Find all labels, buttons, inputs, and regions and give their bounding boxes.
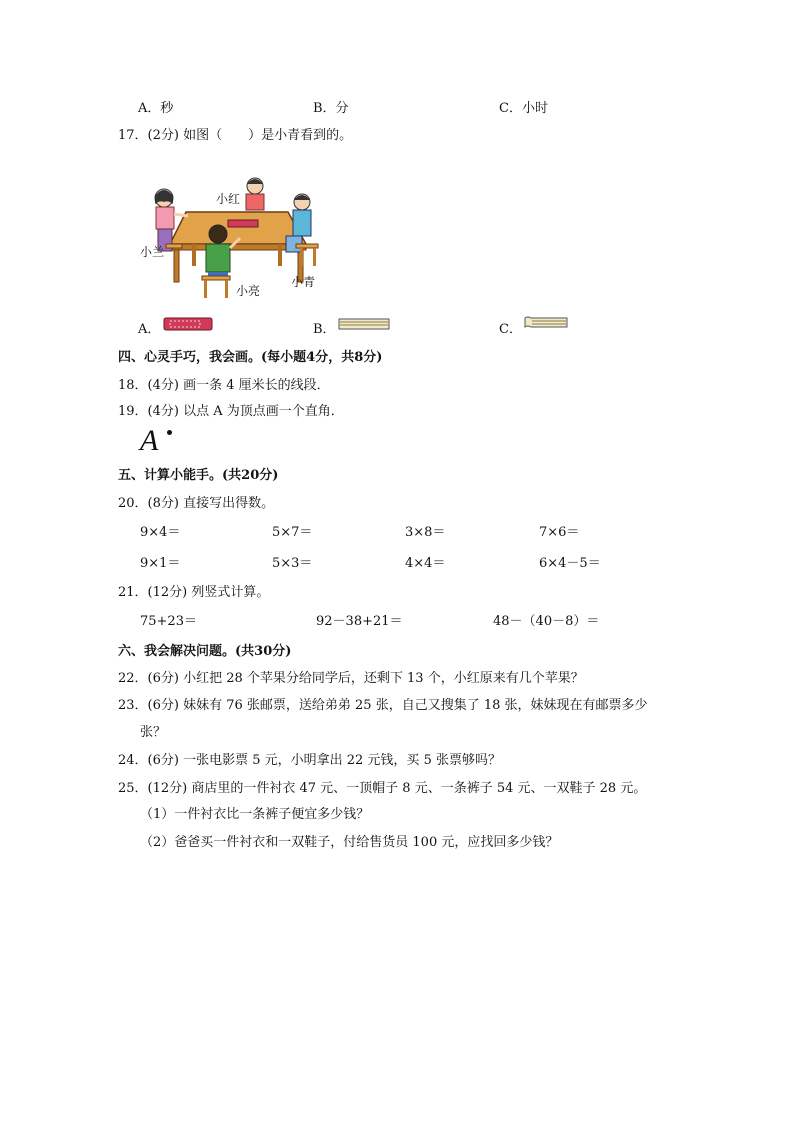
question-25-part2: （2）爸爸买一件衬衣和一双鞋子，付给售货员 100 元，应找回多少钱？	[140, 835, 559, 850]
calc-row2-1: 9×1＝	[140, 556, 181, 571]
point-a-label: A	[140, 424, 159, 457]
q16-option-b: B．分	[313, 101, 349, 116]
calc-row1-3: 3×8＝	[405, 525, 446, 540]
q17-option-b: B．	[313, 322, 336, 337]
question-25: 25．(12分) 商店里的一件衬衣 47 元、一顶帽子 8 元、一条裤子 54 元、一双鞋子 28 元。	[118, 781, 647, 796]
question-18: 18．(4分) 画一条 4 厘米长的线段．	[118, 378, 330, 393]
question-22: 22．(6分) 小红把 28 个苹果分给同学后，还剩下 13 个，小红原来有几个苹果？	[118, 671, 584, 686]
section-4-title: 四、心灵手巧，我会画。(每小题4分，共8分)	[118, 350, 383, 365]
label-xiaoqing: 小青	[291, 275, 316, 289]
question-19: 19．(4分) 以点 A 为顶点画一个直角．	[118, 404, 344, 419]
point-a-dot	[167, 430, 172, 435]
book-spine-pages-icon	[163, 317, 213, 331]
question-24: 24．(6分) 一张电影票 5 元，小明拿出 22 元钱，买 5 张票够吗？	[118, 753, 501, 768]
calc-row1-2: 5×7＝	[272, 525, 313, 540]
q17-option-c: C．	[499, 322, 522, 337]
q16-option-a: A．秒	[138, 101, 174, 116]
calc-row3-3: 48－（40－8）＝	[493, 614, 600, 629]
calc-row1-4: 7×6＝	[539, 525, 580, 540]
section-6-title: 六、我会解决问题。(共30分)	[118, 644, 292, 659]
calc-row2-4: 6×4－5＝	[539, 556, 601, 571]
label-xiaoliang: 小亮	[236, 284, 261, 298]
label-xiaolan: 小兰	[140, 245, 165, 259]
q17-option-a: A．	[138, 322, 161, 337]
question-23: 23．(6分) 妹妹有 76 张邮票，送给弟弟 25 张，自己又搜集了 18 张，妹妹现在有邮票多少	[118, 698, 648, 713]
calc-row3-1: 75+23＝	[140, 614, 197, 629]
book-flat-icon	[338, 318, 390, 330]
section-5-title: 五、计算小能手。(共20分)	[118, 468, 279, 483]
label-xiaohong: 小红	[216, 192, 241, 206]
calc-row2-3: 4×4＝	[405, 556, 446, 571]
calc-row2-2: 5×3＝	[272, 556, 313, 571]
question-17: 17．(2分) 如图（ ）是小青看到的。	[118, 128, 353, 143]
q16-option-c: C．小时	[499, 101, 548, 116]
calc-row3-2: 92－38+21＝	[316, 614, 403, 629]
question-25-part1: （1）一件衬衣比一条裤子便宜多少钱？	[140, 807, 370, 822]
question-23-cont: 张？	[140, 725, 167, 740]
calc-row1-1: 9×4＝	[140, 525, 181, 540]
question-21: 21．(12分) 列竖式计算。	[118, 585, 270, 600]
question-20: 20．(8分) 直接写出得数。	[118, 496, 275, 511]
book-side-icon	[524, 315, 568, 329]
